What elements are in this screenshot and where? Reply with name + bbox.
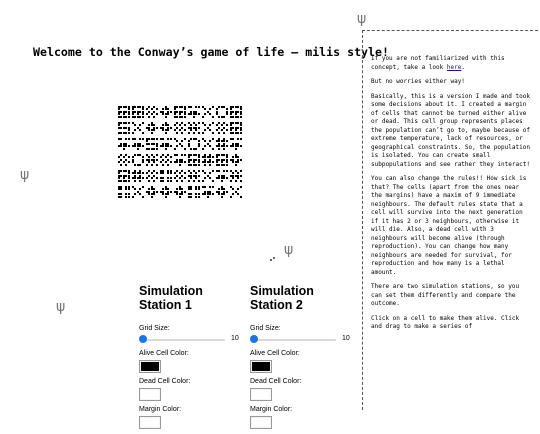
life-cell[interactable]: [146, 164, 148, 166]
margin-color-fill: [141, 418, 159, 427]
life-cell[interactable]: [167, 193, 169, 195]
life-cell[interactable]: [156, 127, 158, 129]
life-cell[interactable]: [240, 186, 242, 188]
life-cell[interactable]: [240, 116, 242, 118]
life-cell[interactable]: [156, 113, 158, 115]
life-cell[interactable]: [190, 106, 192, 108]
life-cell[interactable]: [198, 122, 200, 124]
life-cell[interactable]: [202, 132, 204, 134]
life-cell[interactable]: [153, 180, 155, 182]
life-cell[interactable]: [142, 161, 144, 163]
life-cell[interactable]: [134, 129, 136, 131]
life-cell[interactable]: [170, 127, 172, 129]
life-cell[interactable]: [162, 164, 164, 166]
life-cell[interactable]: [156, 148, 158, 150]
life-cell[interactable]: [212, 116, 214, 118]
life-cell[interactable]: [198, 196, 200, 198]
life-cell[interactable]: [204, 145, 206, 147]
life-cell[interactable]: [226, 124, 228, 126]
life-cell[interactable]: [139, 188, 141, 190]
life-cell[interactable]: [190, 188, 192, 190]
life-cell[interactable]: [232, 193, 234, 195]
life-cell[interactable]: [212, 148, 214, 150]
life-cell[interactable]: [223, 148, 225, 150]
life-cell[interactable]: [235, 180, 237, 182]
slider-thumb[interactable]: [250, 335, 258, 343]
life-cell[interactable]: [218, 148, 220, 150]
life-cell[interactable]: [212, 106, 214, 108]
grid-size-value: 10: [231, 335, 239, 342]
dead-color-fill: [141, 390, 159, 399]
life-cell[interactable]: [170, 138, 172, 140]
life-cell[interactable]: [148, 180, 150, 182]
life-cell[interactable]: [209, 140, 211, 142]
life-cell[interactable]: [240, 145, 242, 147]
life-cell[interactable]: [142, 122, 144, 124]
life-cell[interactable]: [212, 186, 214, 188]
life-cell[interactable]: [226, 129, 228, 131]
life-cell[interactable]: [128, 122, 130, 124]
life-cell[interactable]: [240, 196, 242, 198]
cactus-icon: ψ: [20, 167, 30, 183]
life-cell[interactable]: [232, 138, 234, 140]
life-cell[interactable]: [132, 132, 134, 134]
life-cell[interactable]: [184, 161, 186, 163]
life-cell[interactable]: [142, 186, 144, 188]
life-cell[interactable]: [170, 111, 172, 113]
life-cell[interactable]: [156, 159, 158, 161]
life-cell[interactable]: [134, 180, 136, 182]
life-cell[interactable]: [184, 138, 186, 140]
life-cell[interactable]: [221, 180, 223, 182]
life-cell[interactable]: [120, 138, 122, 140]
life-cell[interactable]: [176, 145, 178, 147]
life-cell[interactable]: [202, 148, 204, 150]
life-cell[interactable]: [198, 164, 200, 166]
life-cell[interactable]: [174, 148, 176, 150]
life-cell[interactable]: [120, 188, 122, 190]
life-cell[interactable]: [139, 124, 141, 126]
life-cell[interactable]: [128, 161, 130, 163]
life-cell[interactable]: [153, 129, 155, 131]
life-cell[interactable]: [223, 132, 225, 134]
life-cell[interactable]: [167, 129, 169, 131]
life-cell[interactable]: [151, 164, 153, 166]
life-cell[interactable]: [226, 164, 228, 166]
life-cell[interactable]: [137, 148, 139, 150]
life-cell[interactable]: [226, 140, 228, 142]
alive-color-picker[interactable]: [139, 360, 161, 373]
life-cell[interactable]: [156, 108, 158, 110]
life-cell[interactable]: [142, 116, 144, 118]
life-cell[interactable]: [142, 196, 144, 198]
life-cell[interactable]: [226, 191, 228, 193]
slider-thumb[interactable]: [139, 335, 147, 343]
life-cell[interactable]: [139, 180, 141, 182]
life-cell[interactable]: [198, 188, 200, 190]
life-cell[interactable]: [170, 180, 172, 182]
dead-color-label: Dead Cell Color:: [250, 378, 302, 385]
life-cell[interactable]: [142, 132, 144, 134]
life-cell[interactable]: [204, 164, 206, 166]
life-cell[interactable]: [151, 196, 153, 198]
info-paragraph: There are two simulation stations, so you can set them differently and compare the outcome.: [371, 283, 520, 307]
life-cell[interactable]: [153, 193, 155, 195]
life-cell[interactable]: [212, 156, 214, 158]
alive-color-fill: [252, 362, 270, 371]
life-cell[interactable]: [134, 193, 136, 195]
station-title: Simulation Station 1: [139, 284, 203, 312]
life-cell[interactable]: [230, 196, 232, 198]
life-cell[interactable]: [153, 116, 155, 118]
life-cell[interactable]: [165, 148, 167, 150]
life-cell[interactable]: [204, 177, 206, 179]
life-cell[interactable]: [212, 161, 214, 163]
life-cell[interactable]: [128, 116, 130, 118]
life-cell[interactable]: [156, 177, 158, 179]
life-cell[interactable]: [209, 172, 211, 174]
life-cell[interactable]: [176, 180, 178, 182]
grid-size-slider[interactable]: [250, 335, 350, 344]
life-cell[interactable]: [165, 116, 167, 118]
info-paragraph: You can also change the rules!! How sick is that? The cells (apart from the ones near the margins) have a maxim of 9 immediate neighbours. The default rules state that a cell will survive into the next generation if it has 2 or 3 neighbours, otherwise it will die. Also, a dead cell with 3 neighbours will become alive (through reproduction). You can change how many neighbours are needed for survival, for reproduction and how many is a lethal amount.: [371, 175, 527, 276]
info-text: If you are not familiarized with this concept, take a look: [371, 55, 505, 71]
life-cell[interactable]: [184, 177, 186, 179]
life-cell[interactable]: [240, 180, 242, 182]
life-cell[interactable]: [156, 191, 158, 193]
life-cell[interactable]: [128, 132, 130, 134]
life-cell[interactable]: [195, 148, 197, 150]
life-cell[interactable]: [235, 164, 237, 166]
life-cell[interactable]: [188, 132, 190, 134]
life-cell[interactable]: [204, 113, 206, 115]
life-cell[interactable]: [128, 180, 130, 182]
life-cell[interactable]: [128, 156, 130, 158]
life-cell[interactable]: [181, 193, 183, 195]
margin-color-picker[interactable]: [250, 416, 272, 429]
life-cell[interactable]: [165, 196, 167, 198]
life-cell[interactable]: [226, 170, 228, 172]
dead-color-picker[interactable]: [139, 388, 161, 401]
life-cell[interactable]: [151, 132, 153, 134]
life-cell[interactable]: [240, 159, 242, 161]
life-cell[interactable]: [128, 188, 130, 190]
life-cell[interactable]: [212, 180, 214, 182]
life-cell[interactable]: [212, 193, 214, 195]
life-cell[interactable]: [230, 180, 232, 182]
life-cell[interactable]: [202, 180, 204, 182]
alive-color-fill: [141, 362, 159, 371]
cactus-icon: ψ: [357, 11, 367, 27]
life-cell[interactable]: [198, 132, 200, 134]
life-cell[interactable]: [165, 132, 167, 134]
life-cell[interactable]: [198, 113, 200, 115]
life-cell[interactable]: [209, 164, 211, 166]
life-cell[interactable]: [134, 138, 136, 140]
life-cell[interactable]: [176, 132, 178, 134]
life-cell[interactable]: [148, 116, 150, 118]
life-cell[interactable]: [226, 177, 228, 179]
dead-color-fill: [252, 390, 270, 399]
life-cell[interactable]: [218, 132, 220, 134]
life-cell[interactable]: [179, 164, 181, 166]
life-cell[interactable]: [181, 132, 183, 134]
life-cell[interactable]: [170, 172, 172, 174]
life-cell[interactable]: [125, 164, 127, 166]
life-cell[interactable]: [204, 129, 206, 131]
life-cell[interactable]: [142, 145, 144, 147]
life-cell[interactable]: [184, 129, 186, 131]
life-cell[interactable]: [212, 170, 214, 172]
life-cell[interactable]: [198, 175, 200, 177]
life-cell[interactable]: [237, 161, 239, 163]
info-panel: [362, 30, 540, 410]
life-cell[interactable]: [181, 140, 183, 142]
life-cell[interactable]: [162, 138, 164, 140]
slider-track: [143, 339, 225, 341]
life-cell[interactable]: [240, 175, 242, 177]
life-cell[interactable]: [193, 116, 195, 118]
life-cell[interactable]: [226, 113, 228, 115]
life-cell[interactable]: [184, 172, 186, 174]
life-cell[interactable]: [128, 138, 130, 140]
life-cell[interactable]: [170, 161, 172, 163]
life-cell[interactable]: [223, 116, 225, 118]
life-cell[interactable]: [198, 127, 200, 129]
life-cell[interactable]: [132, 196, 134, 198]
alive-color-label: Alive Cell Color:: [250, 350, 300, 357]
life-cell[interactable]: [184, 124, 186, 126]
life-cell[interactable]: [156, 172, 158, 174]
life-cell[interactable]: [120, 164, 122, 166]
life-cell[interactable]: [188, 180, 190, 182]
decoration-pixel: [273, 257, 275, 259]
life-cell[interactable]: [218, 170, 220, 172]
life-cell[interactable]: [176, 154, 178, 156]
life-cell[interactable]: [190, 196, 192, 198]
life-cell[interactable]: [179, 196, 181, 198]
life-cell[interactable]: [167, 113, 169, 115]
grid-size-label: Grid Size:: [139, 325, 170, 332]
here-link[interactable]: here: [446, 63, 462, 71]
life-cell[interactable]: [240, 170, 242, 172]
simulation-station-2: [250, 284, 355, 434]
margin-color-picker[interactable]: [139, 416, 161, 429]
life-cell[interactable]: [170, 191, 172, 193]
life-cell[interactable]: [198, 106, 200, 108]
life-cell[interactable]: [170, 156, 172, 158]
life-cell[interactable]: [142, 177, 144, 179]
life-cell[interactable]: [142, 138, 144, 140]
alive-color-picker[interactable]: [250, 360, 272, 373]
life-cell[interactable]: [202, 116, 204, 118]
life-cell[interactable]: [237, 188, 239, 190]
life-cell[interactable]: [142, 172, 144, 174]
life-cell[interactable]: [193, 180, 195, 182]
grid-size-slider[interactable]: [139, 335, 239, 344]
slider-track: [254, 339, 336, 341]
life-cell[interactable]: [207, 196, 209, 198]
life-cell[interactable]: [167, 164, 169, 166]
life-cell[interactable]: [184, 148, 186, 150]
margin-color-fill: [252, 418, 270, 427]
page-title: Welcome to the Conway’s game of life – milis style!: [33, 45, 389, 59]
life-cell[interactable]: [198, 145, 200, 147]
life-cell[interactable]: [223, 193, 225, 195]
life-cell[interactable]: [128, 145, 130, 147]
life-cell[interactable]: [226, 145, 228, 147]
life-cell[interactable]: [156, 138, 158, 140]
life-cell[interactable]: [212, 122, 214, 124]
info-text: .: [461, 63, 465, 71]
life-cell[interactable]: [209, 124, 211, 126]
cactus-icon: ψ: [284, 242, 294, 258]
decoration-pixel: [270, 259, 272, 261]
info-paragraph: But no worries either way!: [371, 78, 465, 85]
life-cell[interactable]: [209, 108, 211, 110]
margin-color-label: Margin Color:: [250, 406, 293, 413]
dead-color-label: Dead Cell Color:: [139, 378, 191, 385]
grid-size-label: Grid Size:: [250, 325, 281, 332]
life-cell[interactable]: [212, 132, 214, 134]
life-cell[interactable]: [120, 196, 122, 198]
life-cell[interactable]: [240, 132, 242, 134]
life-cell[interactable]: [184, 154, 186, 156]
life-cell[interactable]: [184, 116, 186, 118]
grid-size-value: 10: [342, 335, 350, 342]
cactus-icon: ψ: [56, 299, 66, 315]
simulation-station-1: [139, 284, 244, 434]
life-cell[interactable]: [128, 196, 130, 198]
life-cell[interactable]: [123, 148, 125, 150]
life-cell[interactable]: [198, 180, 200, 182]
life-cell[interactable]: [235, 148, 237, 150]
life-cell[interactable]: [212, 138, 214, 140]
info-paragraph: Basically, this is a version I made and took some decisions about it. I created a margin of cells that cannot be turned either alive or dead. This cell group represents places the population can’t go to, maybe because of extreme temperature, lack of resources, or geographical constraints. So, the population is isolated. You can create small subpopulations and see rather they interact!: [371, 92, 530, 168]
margin-color-label: Margin Color:: [139, 406, 182, 413]
life-cell[interactable]: [162, 172, 164, 174]
dead-color-picker[interactable]: [250, 388, 272, 401]
life-cell[interactable]: [204, 186, 206, 188]
info-paragraph: Click on a cell to make them alive. Click and drag to make a series of: [371, 314, 520, 330]
life-cell[interactable]: [162, 180, 164, 182]
life-cell[interactable]: [184, 191, 186, 193]
life-cell[interactable]: [240, 138, 242, 140]
life-cell[interactable]: [198, 170, 200, 172]
life-cell[interactable]: [193, 132, 195, 134]
life-cell[interactable]: [156, 164, 158, 166]
life-cell[interactable]: [221, 196, 223, 198]
info-paragraph: [371, 55, 530, 72]
life-cell[interactable]: [139, 164, 141, 166]
life-cell[interactable]: [156, 154, 158, 156]
station-title: Simulation Station 2: [250, 284, 314, 312]
alive-color-label: Alive Cell Color:: [139, 350, 189, 357]
life-cell[interactable]: [170, 145, 172, 147]
life-cell[interactable]: [181, 180, 183, 182]
